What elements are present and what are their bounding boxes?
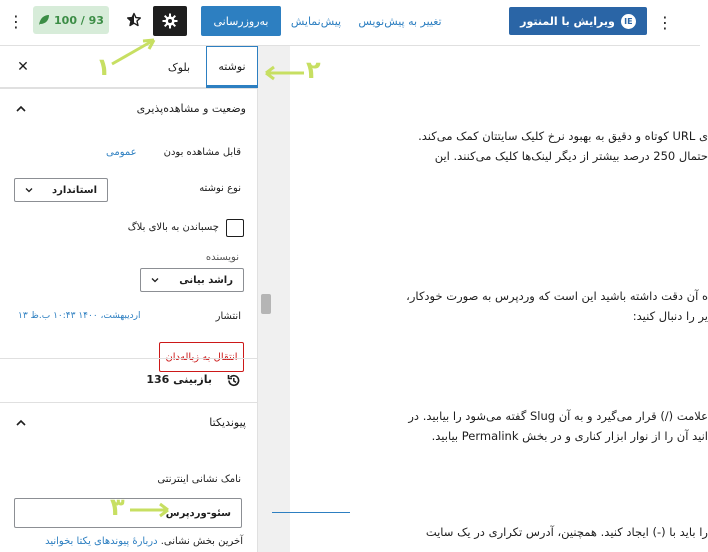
edit-with-elementor-button[interactable] [509, 7, 647, 35]
content-line: حتمال 250 درصد بیشتر از دیگر لینک‌ها کلیک می‌کنند. این [434, 149, 708, 163]
content-line: انید آن را از نوار ابزار کناری و در بخش Permalink بیابید. [431, 429, 708, 443]
scrollbar-thumb[interactable] [261, 294, 271, 314]
annotation-number-2: ۲ [306, 56, 321, 84]
close-icon: ✕ [17, 59, 29, 75]
settings-sidebar [0, 46, 258, 552]
vertical-dots-icon: ⋮ [657, 12, 673, 32]
revisions-count: 136 بازبینی [146, 373, 212, 386]
star-button[interactable] [120, 6, 148, 34]
author-value: راشد بیانی [179, 274, 233, 286]
permalink-panel-title: پیوندیکتا [209, 416, 246, 429]
slug-label: نامک نشانی اینترنتی [157, 474, 241, 485]
post-format-label: نوع نوشته [199, 183, 241, 194]
tab-post[interactable]: نوشته [206, 46, 258, 88]
edit-with-elementor-label: ویرایش با المنتور [520, 14, 615, 28]
vertical-dots-icon: ⋮ [8, 12, 24, 31]
chevron-up-icon [14, 102, 28, 116]
publish-date-value[interactable]: ۱۳ اردیبهشت، ۱۴۰۰ ۱۰:۴۳ ب.ظ [18, 311, 141, 321]
switch-to-draft-link[interactable]: تغییر به پیش‌نویس [358, 14, 442, 28]
post-format-value: استاندارد [52, 184, 97, 196]
content-line: یر را دنبال کنید: [632, 309, 708, 323]
annotation-arrow-3 [128, 502, 172, 518]
editor-content[interactable] [290, 46, 708, 552]
elementor-logo-icon: IE [621, 14, 636, 29]
author-label: نویسنده [205, 252, 239, 263]
chevron-up-icon [14, 416, 28, 430]
visibility-label: قابل مشاهده بودن [163, 147, 241, 158]
settings-button[interactable] [153, 6, 187, 36]
stick-to-top-checkbox[interactable] [226, 219, 244, 237]
visibility-value[interactable]: عمومی [106, 147, 137, 158]
annotation-arrow-2 [262, 64, 306, 82]
learn-permalinks-link[interactable]: دربارهٔ پیوندهای یکتا بخوانید [45, 536, 158, 547]
post-format-select[interactable] [14, 178, 108, 202]
editor-scrollbar[interactable] [258, 46, 290, 552]
permalink-help [45, 536, 243, 547]
move-to-trash-button[interactable]: انتقال به زباله‌دان [159, 342, 244, 372]
content-line: علامت (/) قرار می‌گیرد و به آن Slug گفته می‌شود را بیابید. در [408, 409, 708, 423]
leaf-icon [38, 14, 50, 26]
content-line: را باید با (-) ایجاد کنید. همچنین، آدرس تکراری در یک سایت [425, 525, 708, 539]
stick-to-top-label: چسباندن به بالای بلاگ [127, 222, 219, 233]
status-panel-header[interactable] [0, 88, 258, 128]
author-select[interactable] [140, 268, 244, 292]
gear-icon [162, 13, 178, 29]
permalink-panel-header[interactable] [0, 402, 258, 442]
chevron-down-icon [25, 186, 33, 194]
status-panel-title: وضعیت و مشاهده‌پذیری [136, 102, 246, 115]
tab-block[interactable]: بلوک [167, 60, 191, 74]
divider-line [272, 512, 350, 513]
annotation-arrow-1 [110, 34, 158, 68]
seo-score-value: 100 / 93 [54, 13, 104, 27]
content-line: ه آن دقت داشته باشید این است که وردپرس به صورت خودکار، [406, 289, 708, 303]
annotation-number-3: ۳ [110, 493, 125, 521]
slug-input[interactable]: سئو-وردپرس [14, 498, 242, 528]
publish-date-label: انتشار [215, 311, 241, 322]
history-icon [226, 373, 241, 388]
chevron-down-icon [151, 276, 159, 284]
content-line: ی URL کوتاه و دقیق به بهبود نرخ کلیک سایتتان کمک می‌کند. [418, 129, 708, 143]
editor-toolbar [0, 0, 700, 46]
update-button[interactable]: به‌روزرسانی [201, 6, 281, 36]
star-icon [126, 12, 142, 28]
seo-score-badge[interactable] [33, 6, 109, 34]
close-sidebar-button[interactable] [12, 56, 34, 78]
preview-link[interactable]: پیش‌نمایش [290, 14, 342, 28]
more-tools-button[interactable] [655, 8, 675, 36]
revisions-row[interactable] [0, 358, 258, 402]
options-menu-button[interactable] [6, 8, 26, 36]
last-part-text: آخرین بخش نشانی. [160, 536, 243, 547]
annotation-number-1: ۱ [96, 53, 111, 81]
